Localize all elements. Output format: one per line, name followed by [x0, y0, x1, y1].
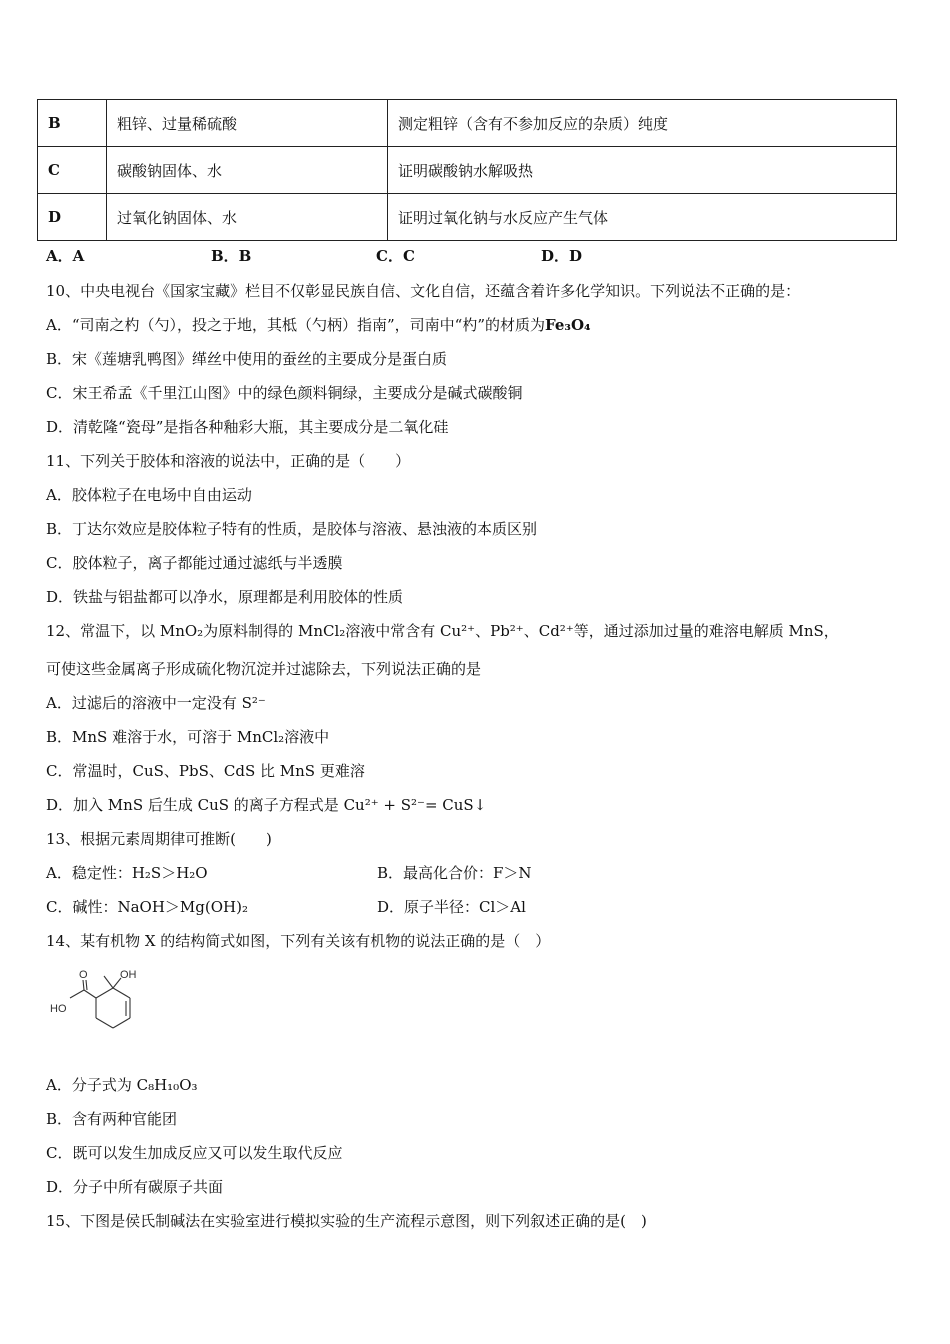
- table-row: [38, 147, 897, 194]
- q10-option-a: [46, 315, 591, 335]
- table-row: [38, 100, 897, 147]
- q10-option-c: C．宋王希孟《千里江山图》中的绿色颜料铜绿，主要成分是碱式碳酸铜: [46, 384, 523, 402]
- q10-option-b: B．宋《莲塘乳鸭图》缂丝中使用的蚕丝的主要成分是蛋白质: [46, 350, 448, 368]
- q13-option-c: C．碱性：NaOH＞Mg(OH)₂: [46, 898, 248, 916]
- q10-option-a-formula: Fe₃O₄: [545, 316, 591, 334]
- options-table: [37, 99, 897, 241]
- row-reagents: 粗锌、过量稀硫酸: [107, 100, 388, 147]
- q9-option-c: C．C: [376, 247, 415, 265]
- q10-stem: 10、中央电视台《国家宝藏》栏目不仅彰显民族自信、文化自信，还蕴含着许多化学知识。下列说法不正确的是：: [46, 282, 801, 300]
- q12-stem-line2: 可使这些金属离子形成硫化物沉淀并过滤除去，下列说法正确的是: [46, 660, 482, 678]
- q9-option-a: A．A: [46, 247, 85, 265]
- row-letter: C: [38, 147, 107, 194]
- ho-label: HO: [50, 1003, 67, 1015]
- row-letter: B: [38, 100, 107, 147]
- q9-option-d: D．D: [541, 247, 583, 265]
- q9-option-b: B．B: [211, 247, 252, 265]
- q11-option-a: A．胶体粒子在电场中自由运动: [46, 486, 252, 504]
- row-purpose: 测定粗锌（含有不参加反应的杂质）纯度: [388, 100, 897, 147]
- row-reagents: 碳酸钠固体、水: [107, 147, 388, 194]
- q10-option-d: D．清乾隆“瓷母”是指各种釉彩大瓶，其主要成分是二氧化硅: [46, 418, 449, 436]
- q14-option-a: A．分子式为 C₈H₁₀O₃: [46, 1076, 198, 1094]
- row-purpose: 证明过氧化钠与水反应产生气体: [388, 194, 897, 241]
- q12-stem-line1: 12、常温下，以 MnO₂为原料制得的 MnCl₂溶液中常含有 Cu²⁺、Pb²⁺、Cd²⁺等，通过添加过量的难溶电解质 MnS，: [46, 622, 839, 640]
- o-label: O: [79, 969, 88, 981]
- oh-label: OH: [120, 969, 137, 981]
- q12-option-b: B．MnS 难溶于水，可溶于 MnCl₂溶液中: [46, 728, 330, 746]
- q11-stem: 11、下列关于胶体和溶液的说法中，正确的是（ ）: [46, 452, 411, 470]
- q15-stem: 15、下图是侯氏制碱法在实验室进行模拟实验的生产流程示意图，则下列叙述正确的是( ): [46, 1212, 647, 1230]
- q12-option-c: C．常温时，CuS、PbS、CdS 比 MnS 更难溶: [46, 762, 365, 780]
- q12-option-d: D．加入 MnS 后生成 CuS 的离子方程式是 Cu²⁺ + S²⁻= CuS↓: [46, 796, 487, 814]
- q11-option-c: C．胶体粒子，离子都能过通过滤纸与半透膜: [46, 554, 343, 572]
- q11-option-d: D．铁盐与铝盐都可以净水，原理都是利用胶体的性质: [46, 588, 404, 606]
- q13-option-d: D．原子半径：Cl＞Al: [377, 898, 526, 916]
- table-row: [38, 194, 897, 241]
- structure-diagram: [46, 968, 156, 1038]
- q14-option-d: D．分子中所有碳原子共面: [46, 1178, 224, 1196]
- q14-option-c: C．既可以发生加成反应又可以发生取代反应: [46, 1144, 343, 1162]
- q10-option-a-text: A．“司南之杓（勺），投之于地，其柢（勺柄）指南”，司南中“杓”的材质为: [46, 316, 546, 334]
- row-purpose: 证明碳酸钠水解吸热: [388, 147, 897, 194]
- q11-option-b: B．丁达尔效应是胶体粒子特有的性质，是胶体与溶液、悬浊液的本质区别: [46, 520, 538, 538]
- q12-option-a: A．过滤后的溶液中一定没有 S²⁻: [46, 694, 266, 712]
- row-letter: D: [38, 194, 107, 241]
- q14-option-b: B．含有两种官能团: [46, 1110, 178, 1128]
- q13-option-b: B．最高化合价：F＞N: [377, 864, 532, 882]
- q14-stem: 14、某有机物 X 的结构简式如图，下列有关该有机物的说法正确的是（ ）: [46, 932, 551, 950]
- row-reagents: 过氧化钠固体、水: [107, 194, 388, 241]
- q13-stem: 13、根据元素周期律可推断( ): [46, 830, 272, 848]
- q13-option-a: A．稳定性：H₂S＞H₂O: [46, 864, 208, 882]
